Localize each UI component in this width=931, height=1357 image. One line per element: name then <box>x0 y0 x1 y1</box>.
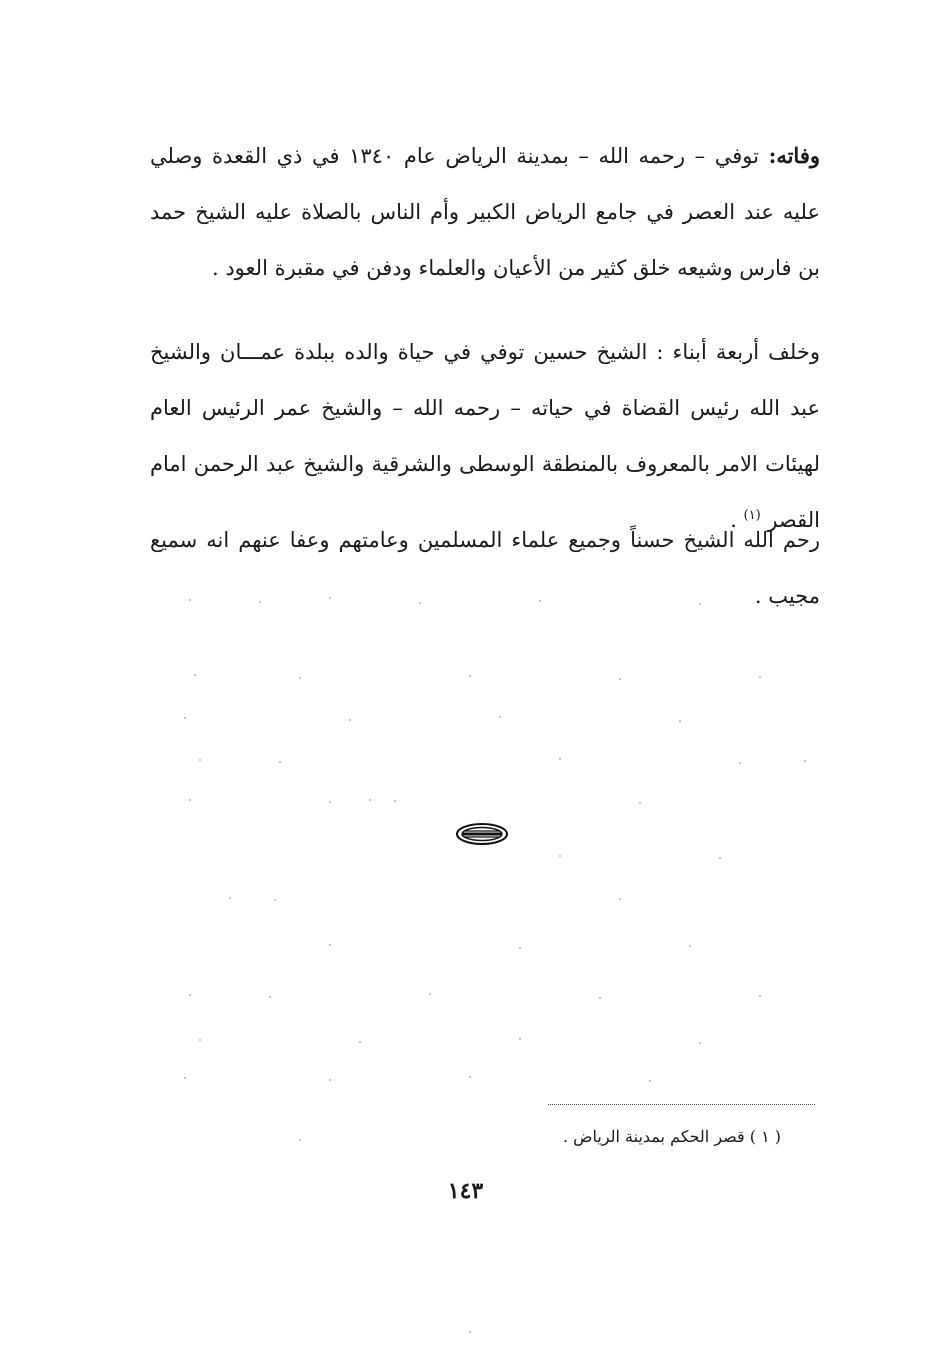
footnote: ( ١ ) قصر الحكم بمدينة الرياض . <box>562 1127 781 1146</box>
section-heading-death: وفاته: <box>768 143 820 168</box>
paragraph-death-text <box>150 128 820 296</box>
paragraph-death-body: توفي – رحمه الله – بمدينة الرياض عام ١٣٤٠ في ذي القعدة وصلي عليه عند العصر في جامع الرياض الكبير وأم الناس بالصلاة عليه الشيخ حمد بن فارس وشيعه خلق كثير من الأعيان والعلماء ودفن في مقبرة العود . <box>150 144 820 280</box>
paragraph-prayer <box>150 512 820 624</box>
paragraph-sons-end: . <box>730 508 744 532</box>
footnote-reference: (١) <box>743 508 761 523</box>
ornament-divider-icon <box>455 822 509 846</box>
page-number: ١٤٣ <box>447 1178 484 1204</box>
footnote-separator <box>548 1104 815 1105</box>
paragraph-sons-body: وخلف أربعة أبناء : الشيخ حسين توفي في حياة والده ببلدة عمـــان والشيخ عبد الله رئيس القضاة في حياته – رحمه الله – والشيخ عمر الرئيس العام لهيئات الامر بالمعروف بالمنطقة الوسطى والشرقية والشيخ عبد الرحمن امام القصر <box>150 340 820 532</box>
paragraph-prayer-text: رحم الله الشيخ حسناً وجميع علماء المسلمين وعامتهم وعفا عنهم انه سميع مجيب . <box>150 528 820 608</box>
paragraph-death <box>150 128 820 296</box>
